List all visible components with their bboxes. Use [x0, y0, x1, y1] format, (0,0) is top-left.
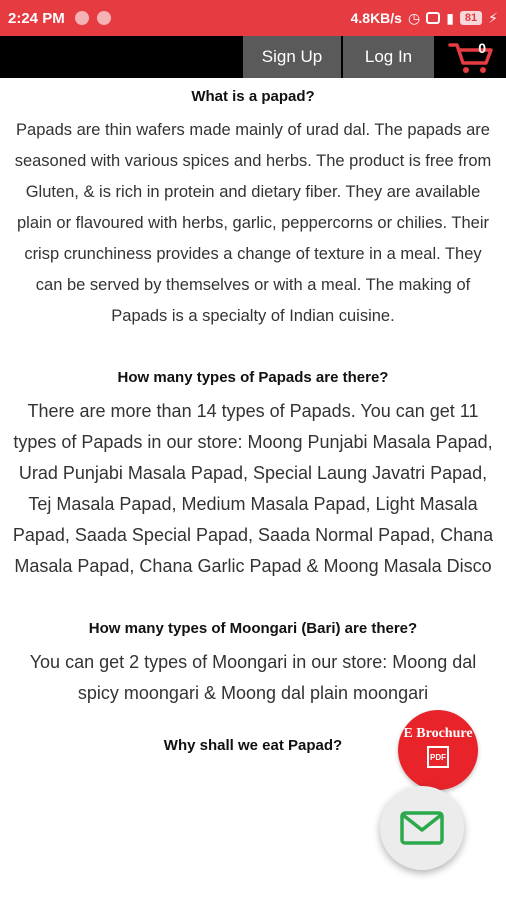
- mail-icon: [400, 811, 444, 845]
- sim-icon: [426, 12, 440, 24]
- shopping-cart-icon: [448, 39, 494, 75]
- log-in-button[interactable]: Log In: [343, 36, 436, 78]
- e-brochure-label: E Brochure: [403, 726, 473, 741]
- charging-icon: ⚡: [488, 9, 498, 26]
- top-nav: [0, 36, 506, 78]
- section-body: You can get 2 types of Moongari in our store: Moong dal spicy moongari & Moong dal plain moongari: [29, 652, 477, 703]
- section-body: There are more than 14 types of Papads. You can get 11 types of Papads in our store: Moong Punjabi Masala Papad, Urad Punjabi Masala Papad, Special Laung Javatri Papad, Tej Masala Papad, Medium Masala Papad, Light Masala Papad, Saada Special Papad, Saada Normal Papad, Chana Masala Papad, Chana Garlic Papad & Moong Masala Disco: [12, 401, 494, 576]
- cart-count: 0: [478, 40, 486, 56]
- section-heading: How many types of Papads are there?: [117, 369, 389, 386]
- e-brochure-button[interactable]: [398, 710, 478, 790]
- pdf-icon: PDF: [427, 746, 449, 768]
- net-speed: 4.8KB/s: [350, 10, 402, 26]
- section-heading: How many types of Moongari (Bari) are there?: [88, 620, 418, 637]
- section-heading: What is a papad?: [191, 88, 315, 105]
- status-indicators: [351, 10, 498, 27]
- mail-button[interactable]: [380, 786, 464, 870]
- notification-dot-icon: [75, 11, 89, 25]
- cart-button[interactable]: [436, 36, 506, 78]
- battery-icon: 81: [460, 11, 482, 25]
- section-heading: Why shall we eat Papad?: [163, 737, 343, 754]
- section-body: Papads are thin wafers made mainly of urad dal. The papads are seasoned with various spices and herbs. The product is free from Gluten, & is rich in protein and dietary fiber. They are available plain or flavoured with herbs, garlic, peppercorns or chilies. Their crisp crunchiness provides a change of texture in a meal. They can be served by themselves or with a meal. The making of Papads is a specialty of Indian cuisine.: [14, 121, 492, 325]
- notification-dot-icon: [97, 11, 111, 25]
- clock-icon: ◷: [407, 9, 421, 26]
- status-time: 2:24 PM: [8, 9, 65, 27]
- signal-icon: ▮: [446, 9, 454, 26]
- sign-up-button[interactable]: Sign Up: [243, 36, 343, 78]
- status-bar: [0, 0, 506, 36]
